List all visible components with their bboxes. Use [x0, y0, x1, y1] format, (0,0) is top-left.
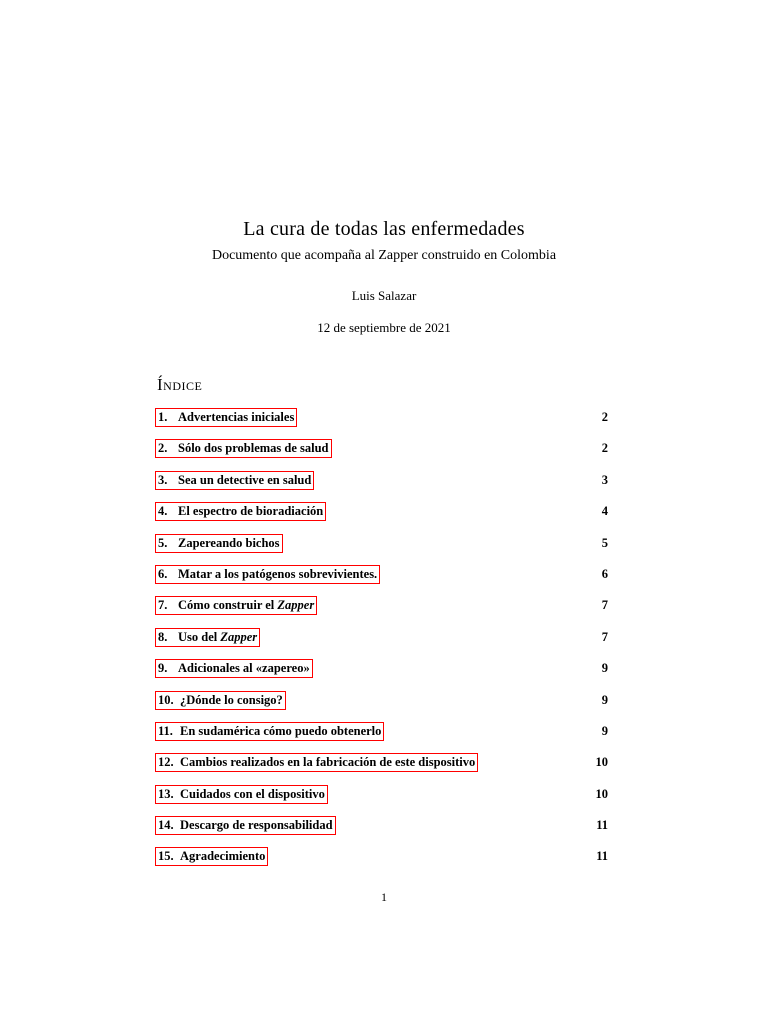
toc-page-number: 11 — [596, 849, 608, 864]
toc-item — [155, 565, 610, 596]
toc-link-14[interactable] — [155, 816, 336, 835]
toc-item — [155, 753, 610, 784]
document-subtitle: Documento que acompaña al Zapper construido en Colombia — [211, 248, 557, 263]
toc-page-number: 9 — [601, 661, 608, 676]
toc-title: Zapereando bichos — [178, 535, 280, 550]
toc-page-number: 7 — [601, 598, 608, 613]
toc-link-8[interactable] — [155, 628, 260, 647]
toc-number: 9. — [158, 661, 168, 676]
toc-number: 15. — [158, 849, 174, 864]
toc-page-number: 7 — [601, 629, 608, 644]
toc-link-12[interactable] — [155, 753, 478, 772]
toc-title: Cómo construir el — [178, 598, 278, 613]
toc-item — [155, 502, 610, 533]
toc-item — [155, 628, 610, 659]
toc-item — [155, 471, 610, 502]
toc-page-number: 2 — [601, 441, 608, 456]
toc-item — [155, 785, 610, 816]
toc-heading: Índice — [157, 375, 203, 394]
toc-title: El espectro de bioradiación — [178, 504, 324, 519]
toc-item — [155, 408, 610, 439]
toc-page-number: 10 — [595, 786, 608, 801]
toc-item — [155, 659, 610, 690]
toc-link-2[interactable] — [155, 439, 332, 458]
toc-title-emphasis: Zapper — [277, 598, 315, 613]
toc-number: 11. — [158, 723, 173, 738]
toc-number: 3. — [158, 472, 168, 487]
toc-title: En sudamérica cómo puedo obtenerlo — [180, 723, 382, 738]
toc-item — [155, 691, 610, 722]
toc-link-10[interactable] — [155, 691, 286, 710]
toc-page-number: 2 — [601, 410, 608, 424]
toc-title: Adicionales al «zapereo» — [178, 661, 310, 676]
toc-item — [155, 439, 610, 470]
toc-item — [155, 847, 610, 878]
toc-number: 10. — [158, 692, 174, 707]
toc-number: 4. — [158, 504, 168, 519]
toc-title: Matar a los patógenos sobrevivientes. — [178, 566, 378, 581]
toc-item — [155, 816, 610, 847]
toc-number: 1. — [158, 410, 168, 424]
toc-item — [155, 722, 610, 753]
toc-link-7[interactable] — [155, 596, 317, 615]
toc-number: 7. — [158, 598, 168, 613]
toc-link-9[interactable] — [155, 659, 313, 678]
toc-link-1[interactable] — [155, 408, 297, 427]
document-date: 12 de septiembre de 2021 — [317, 320, 451, 335]
toc-page-number: 11 — [596, 818, 608, 833]
toc-title: Uso del — [178, 629, 221, 644]
toc-item — [155, 596, 610, 627]
toc-title: Sólo dos problemas de salud — [178, 441, 329, 456]
toc-number: 13. — [158, 786, 174, 801]
toc-page-number: 10 — [595, 755, 608, 770]
toc-page-number: 9 — [601, 692, 608, 707]
toc-title: Descargo de responsabilidad — [180, 818, 333, 833]
toc-link-15[interactable] — [155, 847, 268, 866]
toc-title: Cambios realizados en la fabricación de este dispositivo — [180, 755, 476, 770]
toc-link-5[interactable] — [155, 534, 283, 553]
document-title: La cura de todas las enfermedades — [243, 218, 525, 240]
toc-number: 8. — [158, 629, 168, 644]
toc-link-3[interactable] — [155, 471, 314, 490]
toc-page-number: 4 — [601, 504, 608, 519]
toc-title-emphasis: Zapper — [220, 629, 258, 644]
toc-page-number: 9 — [601, 723, 608, 738]
toc-link-11[interactable] — [155, 722, 384, 741]
toc-number: 14. — [158, 818, 174, 833]
toc-link-4[interactable] — [155, 502, 326, 521]
toc-link-6[interactable] — [155, 565, 380, 584]
toc-title: Advertencias iniciales — [178, 410, 295, 424]
toc-title: Sea un detective en salud — [178, 472, 312, 487]
table-of-contents — [155, 408, 610, 879]
toc-title: Cuidados con el dispositivo — [180, 786, 325, 801]
toc-number: 12. — [158, 755, 174, 770]
toc-page-number: 5 — [601, 535, 608, 550]
toc-page-number: 6 — [601, 566, 608, 581]
toc-link-13[interactable] — [155, 785, 328, 804]
toc-page-number: 3 — [601, 472, 608, 487]
toc-item — [155, 534, 610, 565]
toc-number: 2. — [158, 441, 168, 456]
toc-title: ¿Dónde lo consigo? — [180, 692, 283, 707]
page-number: 1 — [381, 890, 387, 904]
toc-number: 5. — [158, 535, 168, 550]
toc-number: 6. — [158, 566, 168, 581]
document-author: Luis Salazar — [351, 288, 417, 303]
toc-title: Agradecimiento — [180, 849, 266, 864]
